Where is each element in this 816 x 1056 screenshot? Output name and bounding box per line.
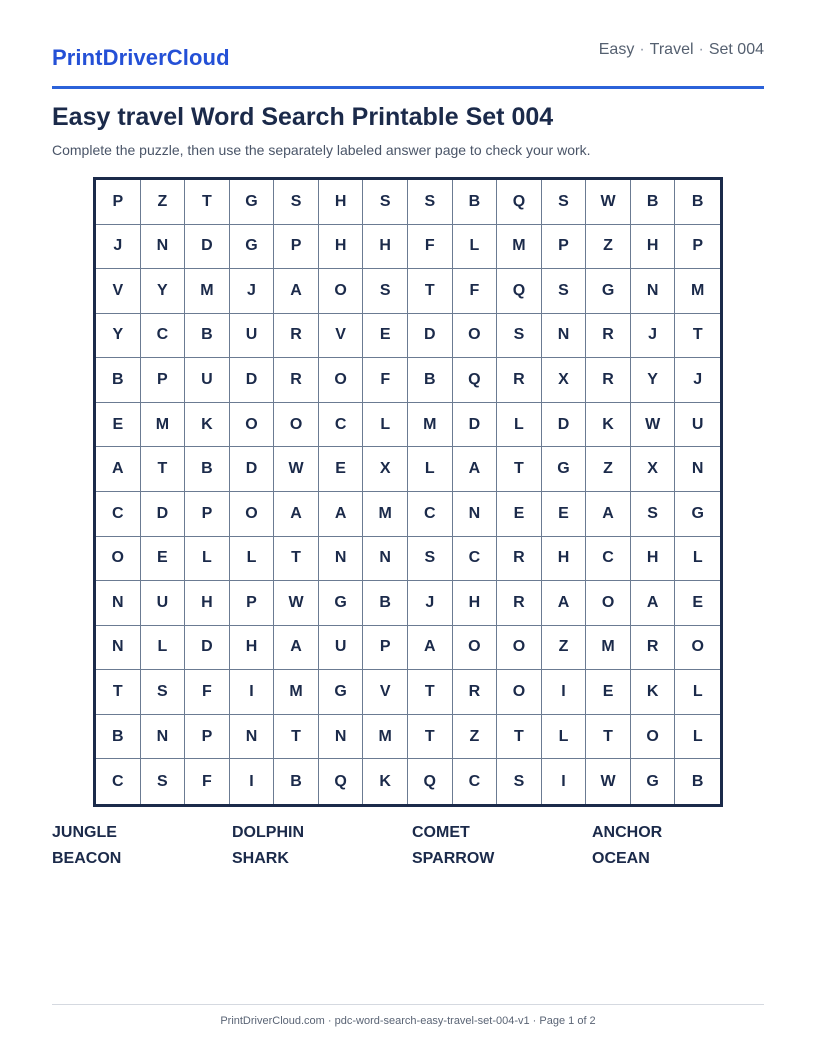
grid-cell: O (230, 403, 275, 448)
grid-cell: O (497, 670, 542, 715)
grid-cell: D (542, 403, 587, 448)
grid-cell: A (453, 447, 498, 492)
grid-cell: R (274, 358, 319, 403)
grid-cell: R (453, 670, 498, 715)
grid-cell: M (363, 492, 408, 537)
grid-cell: U (319, 626, 364, 671)
grid-cell: G (542, 447, 587, 492)
grid-cell: G (230, 225, 275, 270)
grid-cell: U (141, 581, 186, 626)
brand-logo[interactable]: PrintDriverCloud (52, 45, 230, 70)
grid-cell: F (185, 759, 230, 804)
grid-cell: Z (542, 626, 587, 671)
grid-cell: C (453, 759, 498, 804)
grid-cell: M (363, 715, 408, 760)
grid-cell: R (586, 314, 631, 359)
grid-cell: M (675, 269, 720, 314)
grid-cell: M (497, 225, 542, 270)
grid-cell: R (586, 358, 631, 403)
grid-cell: A (408, 626, 453, 671)
page-subtitle: Complete the puzzle, then use the separately labeled answer page to check your work. (52, 142, 591, 158)
grid-cell: G (319, 670, 364, 715)
word-search-grid (93, 177, 723, 807)
grid-cell: S (542, 180, 587, 225)
grid-cell: C (96, 759, 141, 804)
word-list-item: DOLPHIN (232, 824, 304, 841)
grid-cell: J (631, 314, 676, 359)
grid-cell: K (586, 403, 631, 448)
grid-cell: E (96, 403, 141, 448)
grid-cell: T (408, 715, 453, 760)
word-list-item: ANCHOR (592, 824, 663, 841)
grid-cell: G (230, 180, 275, 225)
grid-cell: P (185, 715, 230, 760)
grid-cell: W (586, 180, 631, 225)
breadcrumb-separator: · (639, 41, 645, 58)
grid-cell: C (453, 537, 498, 582)
grid-cell: H (185, 581, 230, 626)
grid-cell: F (408, 225, 453, 270)
grid-cell: B (453, 180, 498, 225)
grid-cell: B (408, 358, 453, 403)
word-list (52, 824, 764, 868)
grid-cell: H (453, 581, 498, 626)
grid-cell: U (230, 314, 275, 359)
grid-cell: O (319, 269, 364, 314)
word-list-item: SHARK (232, 850, 289, 867)
grid-cell: W (631, 403, 676, 448)
grid-cell: U (675, 403, 720, 448)
grid-cell: L (542, 715, 587, 760)
grid-cell: N (453, 492, 498, 537)
grid-cell: T (408, 269, 453, 314)
grid-cell: C (408, 492, 453, 537)
grid-cell: E (141, 537, 186, 582)
grid-cell: L (675, 670, 720, 715)
grid-cell: H (230, 626, 275, 671)
grid-cell: O (586, 581, 631, 626)
grid-cell: V (96, 269, 141, 314)
grid-cell: G (631, 759, 676, 804)
grid-cell: S (141, 670, 186, 715)
grid-cell: S (631, 492, 676, 537)
grid-cell: B (185, 447, 230, 492)
grid-cell: N (319, 715, 364, 760)
page-footer: PrintDriverCloud.com · pdc-word-search-easy-travel-set-004-v1 · Page 1 of 2 (52, 1004, 764, 1027)
grid-cell: Y (141, 269, 186, 314)
grid-cell: M (274, 670, 319, 715)
grid-cell: X (631, 447, 676, 492)
grid-cell: B (96, 715, 141, 760)
grid-cell: H (631, 537, 676, 582)
grid-cell: P (675, 225, 720, 270)
grid-cell: A (542, 581, 587, 626)
grid-cell: B (96, 358, 141, 403)
grid-cell: Y (96, 314, 141, 359)
grid-cell: P (96, 180, 141, 225)
grid-cell: T (141, 447, 186, 492)
grid-cell: W (586, 759, 631, 804)
grid-cell: M (141, 403, 186, 448)
grid-cell: P (230, 581, 275, 626)
grid-cell: K (185, 403, 230, 448)
grid-cell: Q (408, 759, 453, 804)
grid-cell: N (675, 447, 720, 492)
grid-cell: E (319, 447, 364, 492)
grid-cell: E (497, 492, 542, 537)
grid-cell: E (675, 581, 720, 626)
grid-cell: E (363, 314, 408, 359)
word-list-item: SPARROW (412, 850, 495, 867)
breadcrumb-item-difficulty: Easy (598, 41, 635, 58)
grid-cell: G (675, 492, 720, 537)
grid-cell: L (185, 537, 230, 582)
grid-cell: Q (497, 269, 542, 314)
grid-cell: N (542, 314, 587, 359)
grid-cell: P (363, 626, 408, 671)
grid-cell: I (542, 759, 587, 804)
grid-cell: N (141, 225, 186, 270)
grid-cell: D (141, 492, 186, 537)
grid-cell: A (96, 447, 141, 492)
grid-cell: D (185, 225, 230, 270)
word-list-item: BEACON (52, 850, 122, 867)
grid-cell: O (453, 626, 498, 671)
grid-cell: S (408, 180, 453, 225)
grid-cell: O (274, 403, 319, 448)
grid-cell: N (141, 715, 186, 760)
grid-cell: A (631, 581, 676, 626)
grid-cell: L (453, 225, 498, 270)
grid-cell: A (274, 492, 319, 537)
grid-cell: R (274, 314, 319, 359)
grid-cell: O (453, 314, 498, 359)
grid-cell: N (230, 715, 275, 760)
grid-cell: V (363, 670, 408, 715)
page-title: Easy travel Word Search Printable Set 004 (52, 103, 554, 131)
breadcrumb-separator: · (698, 41, 704, 58)
grid-cell: A (586, 492, 631, 537)
grid-cell: T (586, 715, 631, 760)
grid-cell: L (675, 715, 720, 760)
grid-cell: J (96, 225, 141, 270)
grid-cell: F (363, 358, 408, 403)
grid-cell: O (631, 715, 676, 760)
grid-cell: R (631, 626, 676, 671)
grid-cell: H (363, 225, 408, 270)
grid-cell: B (631, 180, 676, 225)
grid-cell: J (230, 269, 275, 314)
grid-cell: W (274, 447, 319, 492)
grid-cell: T (96, 670, 141, 715)
grid-cell: S (542, 269, 587, 314)
grid-cell: D (230, 358, 275, 403)
breadcrumb-item-category: Travel (649, 41, 694, 58)
grid-cell: O (319, 358, 364, 403)
grid-cell: T (497, 715, 542, 760)
grid-cell: D (453, 403, 498, 448)
grid-cell: D (230, 447, 275, 492)
word-list-item: OCEAN (592, 850, 650, 867)
grid-cell: C (141, 314, 186, 359)
grid-cell: I (542, 670, 587, 715)
grid-cell: L (141, 626, 186, 671)
grid-cell: A (274, 626, 319, 671)
page-header (52, 36, 764, 89)
grid-cell: F (185, 670, 230, 715)
grid-cell: X (363, 447, 408, 492)
grid-cell: C (96, 492, 141, 537)
grid-cell: O (675, 626, 720, 671)
grid-cell: O (96, 537, 141, 582)
grid-cell: E (586, 670, 631, 715)
grid-cell: Q (319, 759, 364, 804)
grid-cell: T (274, 715, 319, 760)
grid-cell: B (185, 314, 230, 359)
grid-cell: R (497, 358, 542, 403)
grid-cell: B (675, 180, 720, 225)
grid-cell: A (274, 269, 319, 314)
grid-cell: O (230, 492, 275, 537)
grid-cell: D (408, 314, 453, 359)
grid-cell: R (497, 537, 542, 582)
grid-cell: V (319, 314, 364, 359)
grid-cell: M (185, 269, 230, 314)
word-list-item: JUNGLE (52, 824, 117, 841)
grid-cell: K (363, 759, 408, 804)
grid-cell: N (319, 537, 364, 582)
grid-cell: S (408, 537, 453, 582)
grid-cell: L (408, 447, 453, 492)
grid-cell: G (319, 581, 364, 626)
grid-cell: M (586, 626, 631, 671)
grid-cell: S (141, 759, 186, 804)
grid-cell: B (691, 772, 704, 790)
grid-cell: U (185, 358, 230, 403)
grid-cell: J (408, 581, 453, 626)
grid-cell: Y (631, 358, 676, 403)
grid-cell: B (274, 759, 319, 804)
grid-cell: A (319, 492, 364, 537)
grid-cell: Z (586, 447, 631, 492)
grid-cell: I (230, 670, 275, 715)
grid-cell: Z (141, 180, 186, 225)
grid-cell: W (274, 581, 319, 626)
grid-cell: F (453, 269, 498, 314)
grid-cell: C (319, 403, 364, 448)
grid-cell: X (542, 358, 587, 403)
grid-cell: P (141, 358, 186, 403)
grid-cell: L (363, 403, 408, 448)
grid-cell: O (497, 626, 542, 671)
grid-cell: E (542, 492, 587, 537)
grid-cell: L (497, 403, 542, 448)
grid-cell: T (497, 447, 542, 492)
grid-cell: L (230, 537, 275, 582)
grid-cell: B (363, 581, 408, 626)
grid-cell: M (408, 403, 453, 448)
grid-cell: N (96, 581, 141, 626)
grid-cell: N (96, 626, 141, 671)
grid-cell: P (274, 225, 319, 270)
grid-cell: Z (586, 225, 631, 270)
grid-cell: T (675, 314, 720, 359)
grid-cell: L (675, 537, 720, 582)
grid-cell: Z (453, 715, 498, 760)
grid-cell: P (542, 225, 587, 270)
breadcrumb (599, 41, 764, 59)
grid-cell: T (274, 537, 319, 582)
grid-cell: C (586, 537, 631, 582)
grid-cell: S (497, 314, 542, 359)
grid-cell: I (230, 759, 275, 804)
grid-cell: J (675, 358, 720, 403)
grid-cell: S (363, 180, 408, 225)
grid-cell: H (631, 225, 676, 270)
grid-cell: S (497, 759, 542, 804)
grid-cell: D (185, 626, 230, 671)
grid-cell: R (497, 581, 542, 626)
word-list-item: COMET (412, 824, 470, 841)
grid-cell: T (408, 670, 453, 715)
grid-cell: H (542, 537, 587, 582)
grid-cell: S (274, 180, 319, 225)
grid-cell: P (185, 492, 230, 537)
grid-cell: H (319, 225, 364, 270)
grid-cell: N (363, 537, 408, 582)
grid-cell: Q (497, 180, 542, 225)
grid-cell: N (631, 269, 676, 314)
grid-cell: T (185, 180, 230, 225)
grid-cell: H (319, 180, 364, 225)
grid-cell: S (363, 269, 408, 314)
grid-cell: G (586, 269, 631, 314)
grid-cell: K (631, 670, 676, 715)
grid-cell: Q (453, 358, 498, 403)
breadcrumb-item-set: Set 004 (708, 41, 764, 58)
